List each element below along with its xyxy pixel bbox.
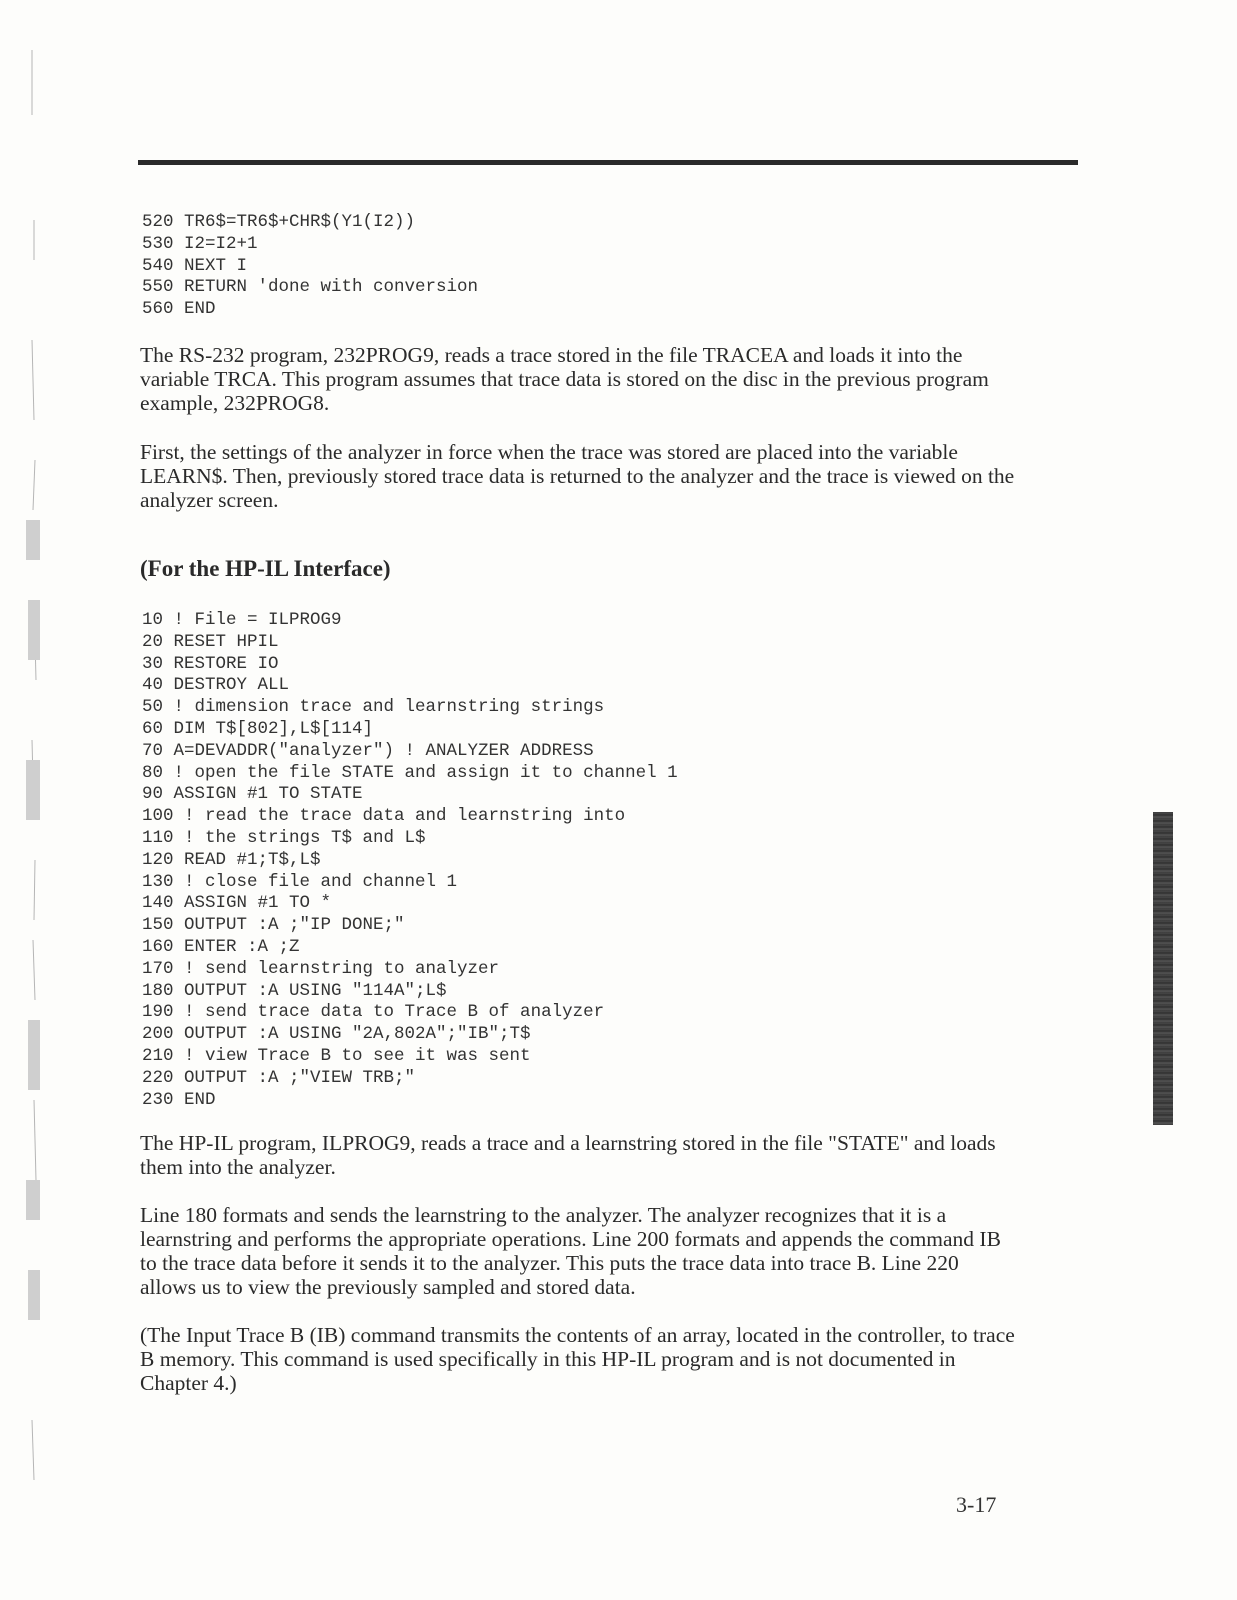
code-line: 540 NEXT I — [142, 255, 248, 276]
code-line: 30 RESTORE IO — [142, 653, 279, 674]
code-listing-ilprog9 — [142, 610, 678, 1111]
code-line: 140 ASSIGN #1 TO * — [142, 893, 332, 914]
code-line: 520 TR6$=TR6$+CHR$(Y1(I2)) — [142, 212, 416, 232]
paragraph-ib-command-note: (The Input Trace B (IB) command transmits the contents of an array, located in the controller, to trace B memory. This command is used specifically in this HP-IL program and is not documented in Chapter 4.) — [140, 1323, 1015, 1395]
code-line: 70 A=DEVADDR("analyzer") ! ANALYZER ADDRESS — [142, 740, 594, 761]
code-line: 100 ! read the trace data and learnstring into — [142, 806, 626, 827]
code-line: 550 RETURN 'done with conversion — [142, 277, 479, 298]
paragraph-232prog9-description: The RS-232 program, 232PROG9, reads a trace stored in the file TRACEA and loads it into the variable TRCA. This program assumes that trace data is stored on the disc in the previous program example, 232PROG8. — [140, 343, 989, 415]
code-listing-conversion-end — [142, 212, 478, 321]
code-line: 150 OUTPUT :A ;"IP DONE;" — [142, 915, 405, 936]
code-line: 190 ! send trace data to Trace B of analyzer — [142, 1002, 605, 1023]
code-line: 220 OUTPUT :A ;"VIEW TRB;" — [142, 1067, 416, 1088]
code-line: 120 READ #1;T$,L$ — [142, 849, 321, 870]
code-line: 110 ! the strings T$ and L$ — [142, 827, 426, 848]
code-line: 50 ! dimension trace and learnstring strings — [142, 697, 605, 718]
code-line: 40 DESTROY ALL — [142, 675, 290, 696]
code-line: 200 OUTPUT :A USING "2A,802A";"IB";T$ — [142, 1024, 531, 1045]
scan-binding-marks — [20, 40, 70, 1580]
paragraph-line-explanation: Line 180 formats and sends the learnstring to the analyzer. The analyzer recognizes that it is a learnstring and performs the appropriate operations. Line 200 formats and appends the command IB to the trace data before it sends it to the analyzer. This puts the trace data into trace B. Line 220 allows us to view the previously sampled and stored data. — [140, 1203, 1001, 1299]
code-line: 20 RESET HPIL — [142, 631, 279, 652]
chapter-thumb-tab — [1153, 812, 1173, 1125]
code-line: 90 ASSIGN #1 TO STATE — [142, 784, 363, 805]
code-line: 130 ! close file and channel 1 — [142, 871, 458, 892]
page-number: 3-17 — [956, 1492, 997, 1517]
header-rule — [138, 160, 1078, 165]
code-line: 80 ! open the file STATE and assign it to channel 1 — [142, 762, 678, 783]
code-line: 530 I2=I2+1 — [142, 233, 258, 254]
code-line: 10 ! File = ILPROG9 — [142, 610, 342, 630]
code-line: 170 ! send learnstring to analyzer — [142, 958, 500, 979]
code-line: 210 ! view Trace B to see it was sent — [142, 1045, 531, 1066]
code-line: 230 END — [142, 1089, 216, 1110]
code-line: 160 ENTER :A ;Z — [142, 936, 300, 957]
section-heading-hpil: (For the HP-IL Interface) — [140, 556, 391, 581]
code-line: 180 OUTPUT :A USING "114A";L$ — [142, 980, 447, 1001]
code-line: 60 DIM T$[802],L$[114] — [142, 718, 374, 739]
paragraph-learn-settings: First, the settings of the analyzer in force when the trace was stored are placed into the variable LEARN$. Then, previously stored trace data is returned to the analyzer and the trace is viewed on the analyzer screen. — [140, 440, 1015, 512]
code-line: 560 END — [142, 299, 216, 320]
paragraph-ilprog9-description: The HP-IL program, ILPROG9, reads a trace and a learnstring stored in the file "STATE" and loads them into the analyzer. — [140, 1131, 996, 1179]
